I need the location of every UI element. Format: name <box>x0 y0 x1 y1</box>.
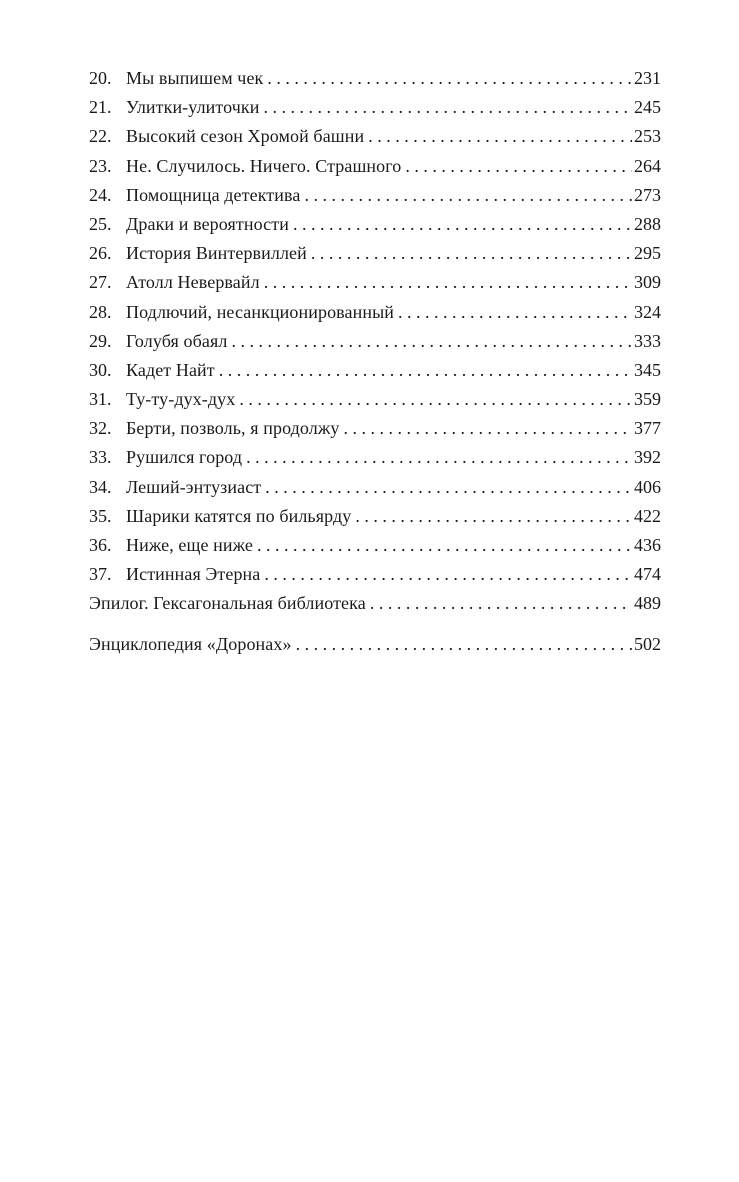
chapter-title: Подлючий, несанкционированный <box>126 301 395 322</box>
chapter-title: Ту-ту-дух-дух <box>126 389 236 410</box>
toc-entry-37[interactable] <box>89 560 661 589</box>
chapter-title: Истинная Этерна <box>126 564 261 585</box>
chapter-title: Высокий сезон Хромой башни <box>126 126 365 147</box>
dot-leader <box>264 93 633 122</box>
page-number: 345 <box>634 359 661 380</box>
dot-leader <box>355 502 632 531</box>
toc-entry-36[interactable] <box>89 531 661 560</box>
chapter-number: 32. <box>89 418 112 439</box>
dot-leader <box>264 560 632 589</box>
toc-entry-encyclopedia[interactable] <box>89 630 661 659</box>
chapter-title: Атолл Невервайл <box>126 272 260 293</box>
page-number: 422 <box>634 505 661 526</box>
toc-entry-24[interactable] <box>89 181 661 210</box>
chapter-title: Голубя обаял <box>126 330 228 351</box>
chapter-title: Драки и вероятности <box>126 213 289 234</box>
dot-leader <box>219 356 632 385</box>
dot-leader <box>398 298 632 327</box>
toc-entry-32[interactable] <box>89 414 661 443</box>
dot-leader <box>293 210 632 239</box>
toc-entry-26[interactable] <box>89 239 661 268</box>
dot-leader <box>405 152 632 181</box>
page-number: 359 <box>634 389 661 410</box>
chapter-number: 24. <box>89 184 112 205</box>
chapter-number: 28. <box>89 301 112 322</box>
page-number: 231 <box>634 68 661 88</box>
toc-entry-22[interactable] <box>89 122 661 151</box>
toc-entry-31[interactable] <box>89 385 661 414</box>
dot-leader <box>296 630 632 659</box>
page-number: 324 <box>634 301 661 322</box>
chapter-title: Леший-энтузиаст <box>126 476 262 497</box>
page-number: 406 <box>634 476 661 497</box>
chapter-number: 25. <box>89 213 112 234</box>
toc-entry-35[interactable] <box>89 502 661 531</box>
toc-entry-27[interactable] <box>89 268 661 297</box>
page-number: 309 <box>634 272 661 293</box>
chapter-title: Рушился город <box>126 447 243 468</box>
table-of-contents <box>89 64 661 659</box>
dot-leader <box>370 589 632 618</box>
chapter-number: 26. <box>89 243 112 264</box>
page-number: 333 <box>634 330 661 351</box>
toc-entry-23[interactable] <box>89 152 661 181</box>
encyclopedia-title: Энциклопедия «Доронах» <box>89 633 292 654</box>
chapter-number: 23. <box>89 155 112 176</box>
chapter-number: 30. <box>89 359 112 380</box>
dot-leader <box>311 239 632 268</box>
chapter-number: 35. <box>89 505 112 526</box>
page-number: 253 <box>634 126 661 147</box>
toc-entry-28[interactable] <box>89 298 661 327</box>
toc-entry-21[interactable] <box>89 93 661 122</box>
chapter-number: 36. <box>89 535 112 555</box>
toc-entry-34[interactable] <box>89 473 661 502</box>
toc-entry-20[interactable] <box>89 64 661 93</box>
page-number: 288 <box>634 213 661 234</box>
page-number: 245 <box>634 97 661 118</box>
page-number: 489 <box>634 593 661 614</box>
dot-leader <box>304 181 632 210</box>
chapter-number: 31. <box>89 389 112 410</box>
page-number: 295 <box>634 243 661 264</box>
dot-leader <box>265 473 632 502</box>
chapter-title: История Винтервиллей <box>126 243 307 264</box>
chapter-title: Кадет Найт <box>126 359 215 380</box>
chapter-title: Помощница детектива <box>126 184 301 205</box>
page-number: 377 <box>634 418 661 439</box>
chapter-number: 22. <box>89 126 112 147</box>
epilogue-title: Эпилог. Гексагональная библиотека <box>89 593 366 614</box>
dot-leader <box>267 64 632 93</box>
dot-leader <box>264 268 632 297</box>
dot-leader <box>239 385 632 414</box>
dot-leader <box>368 122 632 151</box>
chapter-number: 20. <box>89 68 112 88</box>
page-number: 502 <box>634 633 661 654</box>
page-number: 392 <box>634 447 661 468</box>
chapter-number: 21. <box>89 97 112 118</box>
page-number: 264 <box>634 155 661 176</box>
toc-entry-33[interactable] <box>89 443 661 472</box>
chapter-number: 33. <box>89 447 112 468</box>
chapter-number: 34. <box>89 476 112 497</box>
chapter-title: Ниже, еще ниже <box>126 535 254 555</box>
chapter-number: 29. <box>89 330 112 351</box>
page-number: 436 <box>634 535 661 555</box>
toc-entry-25[interactable] <box>89 210 661 239</box>
chapter-title: Шарики катятся по бильярду <box>126 505 352 526</box>
chapter-number: 27. <box>89 272 112 293</box>
page-number: 474 <box>634 564 661 585</box>
toc-entry-29[interactable] <box>89 327 661 356</box>
chapter-title: Улитки-улиточки <box>126 97 260 118</box>
dot-leader <box>246 443 632 472</box>
dot-leader <box>344 414 633 443</box>
toc-entry-30[interactable] <box>89 356 661 385</box>
dot-leader <box>231 327 632 356</box>
dot-leader <box>257 531 632 560</box>
chapter-title: Мы выпишем чек <box>126 68 264 88</box>
chapter-title: Не. Случилось. Ничего. Страшного <box>126 155 402 176</box>
chapter-title: Берти, позволь, я продолжу <box>126 418 340 439</box>
toc-entry-epilogue[interactable] <box>89 589 661 618</box>
page-number: 273 <box>634 184 661 205</box>
chapter-number: 37. <box>89 564 112 585</box>
